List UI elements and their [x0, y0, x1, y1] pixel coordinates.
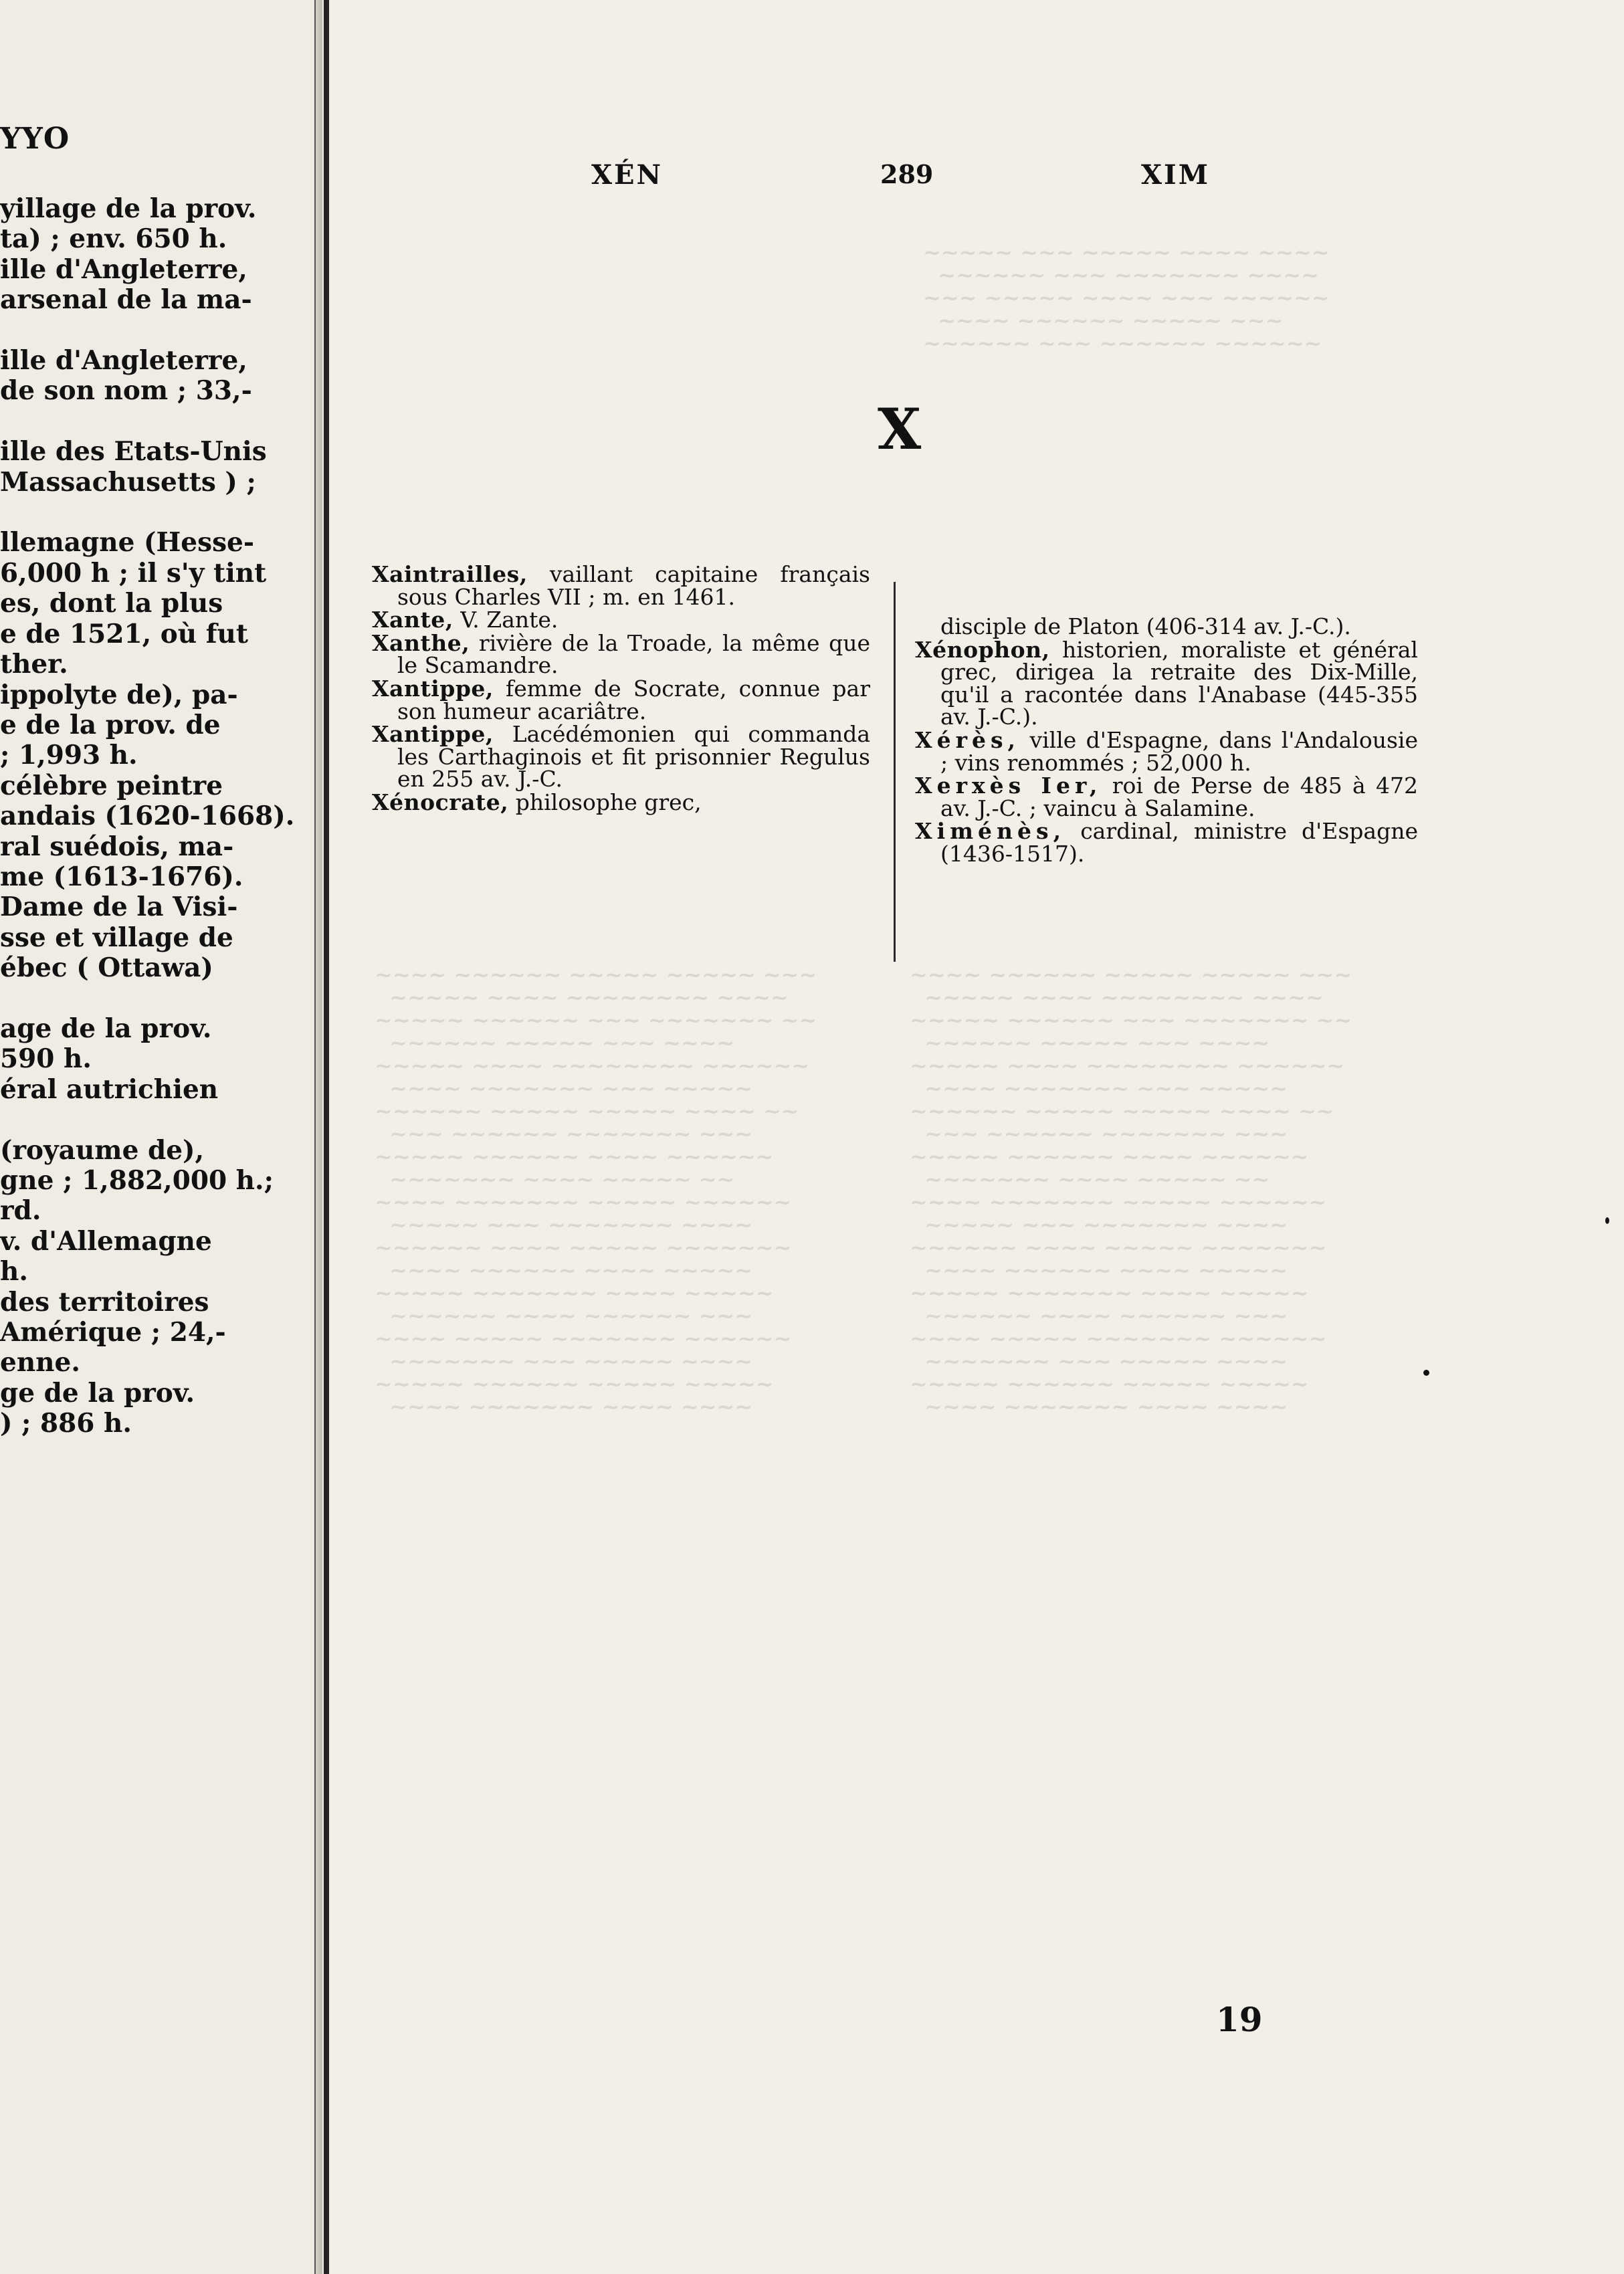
previous-page-line — [0, 316, 314, 346]
entry-definition: vaillant capitaine français sous Charles VII ; m. en 1461. — [397, 561, 870, 610]
dictionary-entry — [372, 723, 870, 791]
header-left-word: XÉN — [591, 159, 664, 191]
previous-page-line: ille d'Angleterre, — [0, 253, 247, 285]
column-divider — [894, 582, 896, 962]
entry-headword: Xanthe, — [372, 629, 470, 656]
previous-page-line: ) ; 886 h. — [0, 1408, 132, 1439]
bleed-through-lower-left: ~~~~ ~~~~~~ ~~~~~ ~~~~~ ~~~ ~~~~~ ~~~~ ~~~~~~~~ ~~~~ ~~~~~ ~~~~~~ ~~~ ~~~~~~~ ~~ ~~~~~~ ~~~~~ ~~~ ~~~~ ~~~~~ ~~~~ ~~~~~~~~ ~~~~~~ ~~~~ ~~~~~~~ ~~~ ~~~~~ ~~~~~~ ~~~~~ ~~~~~ ~~~~ ~~ ~~~ ~~~~~~ ~~~~~~~ ~~~ ~~~~~ ~~~~~~ ~~~~ ~~~~~~ ~~~~~~~ ~~~~ ~~~~~ ~~ ~~~~ ~~~~~~~ ~~~~~ ~~~~~~ ~~~~~ ~~~ ~~~~~~~ ~~~~ ~~~~~~ ~~~~ ~~~~~ ~~~~~~~ ~~~~ ~~~~~~ ~~~~ ~~~~~ ~~~~~ ~~~~~~~ ~~~~ ~~~~~ ~~~~~~ ~~~~ ~~~~~~ ~~~ ~~~~ ~~~~~ ~~~~~~~ ~~~~~~ ~~~~~~~ ~~~ ~~~~~ ~~~~ ~~~~~ ~~~~~~ ~~~~~ ~~~~~ ~~~~ ~~~~~~~ ~~~~ ~~~~ — [375, 962, 817, 1419]
entry-headword: Xantippe, — [372, 675, 494, 702]
dictionary-entry — [915, 615, 1418, 638]
dictionary-entry — [915, 820, 1418, 865]
previous-page-line: sse et village de — [0, 922, 233, 953]
previous-page-line: ille des Etats-Unis — [0, 436, 267, 468]
previous-page-line: arsenal de la ma- — [0, 284, 252, 316]
previous-page-line: Amérique ; 24,- — [0, 1317, 226, 1348]
entry-definition: cardinal, ministre d'Espagne (1436-1517). — [940, 818, 1418, 867]
previous-page-line: ille d'Angleterre, — [0, 345, 247, 377]
page-fold-line — [314, 0, 316, 2274]
entry-headword: Xérès, — [915, 726, 1021, 753]
previous-page-line: andais (1620-1668). — [0, 801, 295, 832]
dictionary-entry — [915, 774, 1418, 819]
ink-speck — [1605, 1217, 1609, 1224]
book-spine — [324, 0, 329, 2274]
previous-page-line: age de la prov. — [0, 1013, 212, 1044]
previous-page-line: célèbre peintre — [0, 770, 223, 801]
dictionary-entry — [915, 636, 1418, 730]
dictionary-entry — [372, 629, 870, 679]
previous-page-line: llemagne (Hesse- — [0, 527, 255, 558]
entry-headword: Xénocrate, — [372, 789, 509, 815]
previous-page-line: (royaume de), — [0, 1134, 205, 1166]
previous-page-line: ral suédois, ma- — [0, 831, 234, 862]
previous-page-line: ébec ( Ottawa) — [0, 952, 213, 984]
entry-headword: Ximénès, — [915, 818, 1066, 845]
dictionary-entry — [915, 726, 1418, 776]
previous-page-line: ; 1,993 h. — [0, 740, 138, 771]
entry-definition: Lacédémonien qui commanda les Carthaginois et fit prisonnier Regulus en 255 av. J.-C. — [397, 721, 871, 793]
entry-definition: historien, moraliste et général grec, dirigea la retraite des Dix-Mille, qu'il a racontée dans l'Anabase (445-355 av. J.-C.). — [940, 636, 1418, 730]
previous-page-line — [0, 498, 314, 528]
previous-page-line: 6,000 h ; il s'y tint — [0, 557, 267, 589]
previous-page-line: ther. — [0, 649, 68, 680]
dictionary-entry — [372, 563, 870, 608]
previous-page-line: yillage de la prov. — [0, 193, 257, 224]
entry-headword: Xantippe, — [372, 721, 494, 748]
entry-headword: Xénophon, — [915, 636, 1050, 663]
entry-definition: ville d'Espagne, dans l'Andalousie ; vins renommés ; 52,000 h. — [940, 726, 1418, 776]
entry-definition: V. Zante. — [460, 607, 559, 633]
entry-headword: Xante, — [372, 607, 453, 633]
bleed-through-top: ~~~~~ ~~~ ~~~~~ ~~~~ ~~~~ ~~~~~~ ~~~ ~~~~~~~ ~~~~ ~~~ ~~~~~ ~~~~ ~~~ ~~~~~~ ~~~~ ~~~~~~ ~~~~~ ~~~ ~~~~~~ ~~~ ~~~~~~ ~~~~~~ — [923, 239, 1330, 356]
previous-page-line: Massachusetts ) ; — [0, 466, 256, 498]
previous-page-fragment — [0, 0, 322, 2274]
left-column — [372, 563, 870, 815]
previous-page-line: ta) ; env. 650 h. — [0, 223, 227, 255]
previous-page-line: ge de la prov. — [0, 1377, 195, 1409]
entry-definition: disciple de Platon (406-314 av. J.-C.). — [940, 613, 1351, 639]
previous-page-line: ippolyte de), pa- — [0, 679, 238, 710]
previous-page-line: Dame de la Visi- — [0, 892, 238, 923]
previous-page-line: h. — [0, 1256, 28, 1287]
right-column — [915, 615, 1418, 866]
previous-page-line: des territoires — [0, 1286, 209, 1318]
dictionary-entry — [372, 609, 870, 631]
section-letter: X — [878, 396, 922, 462]
previous-page-line: gne ; 1,882,000 h.; — [0, 1165, 274, 1196]
dictionary-entry — [372, 791, 870, 814]
previous-page-line: e de la prov. de — [0, 709, 221, 740]
dictionary-entry — [372, 675, 870, 724]
entry-definition: philosophe grec, — [515, 789, 702, 815]
entry-definition: femme de Socrate, connue par son humeur acariâtre. — [397, 675, 870, 724]
previous-page-line: éral autrichien — [0, 1073, 219, 1105]
entry-definition: rivière de la Troade, la même que le Scamandre. — [397, 629, 870, 679]
ink-speck — [1423, 1370, 1429, 1376]
previous-page-line: rd. — [0, 1195, 41, 1227]
previous-page-line: 590 h. — [0, 1043, 92, 1075]
entry-definition: roi de Perse de 485 à 472 av. J.-C. ; vaincu à Salamine. — [940, 772, 1418, 821]
previous-page-line: e de 1521, où fut — [0, 618, 248, 649]
entry-headword: Xerxès Ier, — [915, 772, 1102, 799]
previous-page-line: es, dont la plus — [0, 588, 223, 619]
bleed-through-lower-right: ~~~~ ~~~~~~ ~~~~~ ~~~~~ ~~~ ~~~~~ ~~~~ ~~~~~~~~ ~~~~ ~~~~~ ~~~~~~ ~~~ ~~~~~~~ ~~ ~~~~~~ ~~~~~ ~~~ ~~~~ ~~~~~ ~~~~ ~~~~~~~~ ~~~~~~ ~~~~ ~~~~~~~ ~~~ ~~~~~ ~~~~~~ ~~~~~ ~~~~~ ~~~~ ~~ ~~~ ~~~~~~ ~~~~~~~ ~~~ ~~~~~ ~~~~~~ ~~~~ ~~~~~~ ~~~~~~~ ~~~~ ~~~~~ ~~ ~~~~ ~~~~~~~ ~~~~~ ~~~~~~ ~~~~~ ~~~ ~~~~~~~ ~~~~ ~~~~~~ ~~~~ ~~~~~ ~~~~~~~ ~~~~ ~~~~~~ ~~~~ ~~~~~ ~~~~~ ~~~~~~~ ~~~~ ~~~~~ ~~~~~~ ~~~~ ~~~~~~ ~~~ ~~~~ ~~~~~ ~~~~~~~ ~~~~~~ ~~~~~~~ ~~~ ~~~~~ ~~~~ ~~~~~ ~~~~~~ ~~~~~ ~~~~~ ~~~~ ~~~~~~~ ~~~~ ~~~~ — [910, 962, 1352, 1419]
page-number: 289 — [880, 159, 934, 189]
previous-page-line — [0, 984, 314, 1014]
previous-page-line: enne. — [0, 1347, 80, 1378]
header-right-word: XIM — [1141, 159, 1211, 191]
previous-page-line: me (1613-1676). — [0, 861, 243, 892]
signature-number: 19 — [1216, 2000, 1263, 2039]
previous-page-header: YYO — [0, 122, 70, 156]
previous-page-line: de son nom ; 33,- — [0, 375, 252, 407]
previous-page-line — [0, 407, 314, 437]
previous-page-line — [0, 1105, 314, 1135]
previous-page-line: v. d'Allemagne — [0, 1225, 212, 1257]
entry-headword: Xaintrailles, — [372, 561, 528, 587]
previous-page-text — [0, 194, 314, 1439]
